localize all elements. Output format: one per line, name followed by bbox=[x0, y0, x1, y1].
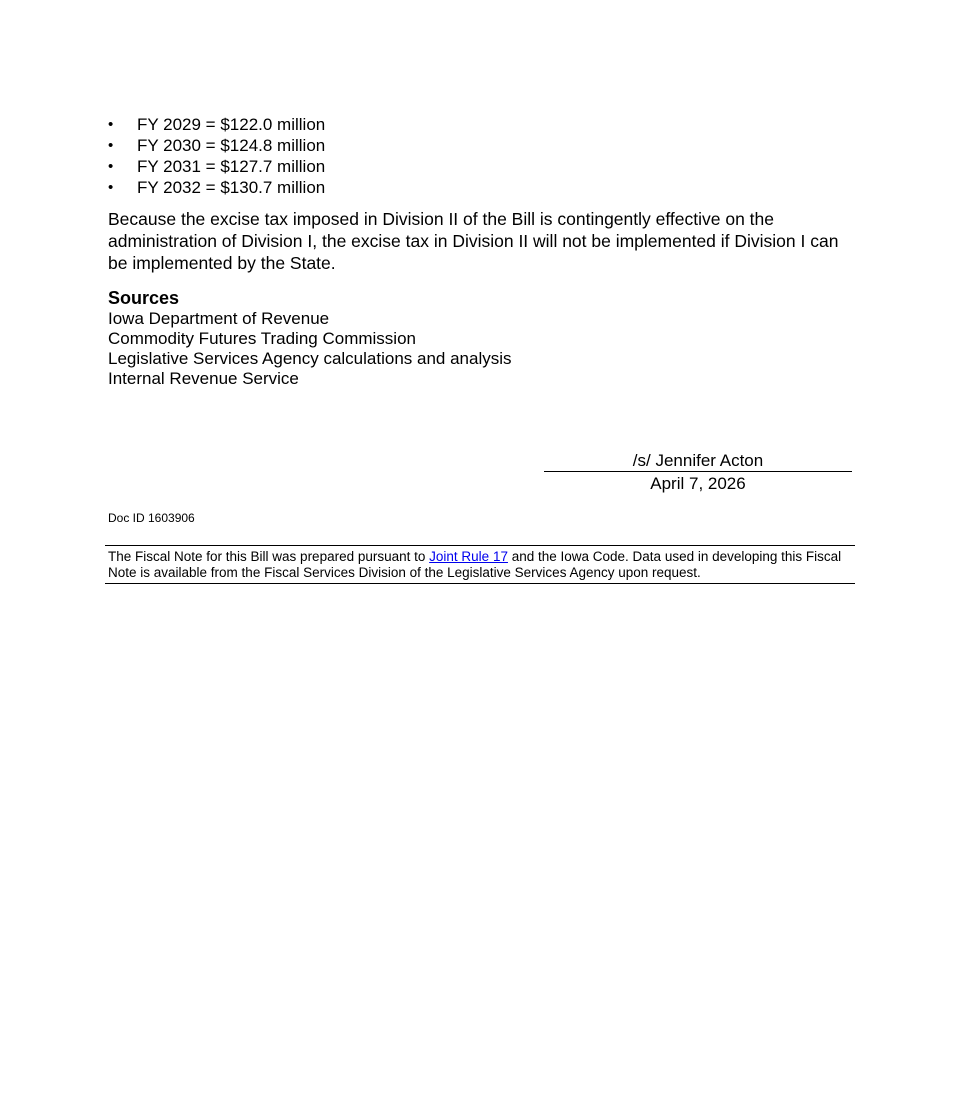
source-item: Internal Revenue Service bbox=[108, 369, 299, 388]
source-item: Iowa Department of Revenue bbox=[108, 309, 330, 328]
fiscal-note-footer bbox=[105, 545, 855, 584]
list-item bbox=[108, 135, 856, 156]
bullet-icon: • bbox=[108, 179, 114, 196]
fiscal-year-list bbox=[108, 114, 856, 198]
fiscal-year-estimate: FY 2030 = $124.8 million bbox=[137, 136, 326, 155]
joint-rule-17-link[interactable]: Joint Rule 17 bbox=[429, 549, 508, 564]
document-page bbox=[108, 114, 856, 580]
sources-heading: Sources bbox=[108, 288, 180, 308]
list-item bbox=[108, 156, 856, 177]
doc-id: Doc ID 1603906 bbox=[108, 511, 195, 525]
bullet-icon: • bbox=[108, 137, 114, 154]
signature-name: /s/ Jennifer Acton bbox=[544, 450, 852, 472]
footer-text-after-link: and the Iowa Code. Data used in developing this Fiscal Note is available from the Fiscal Services Division of the Legislative Services Agency upon request. bbox=[108, 549, 842, 580]
fiscal-year-estimate: FY 2031 = $127.7 million bbox=[137, 157, 326, 176]
signature-block bbox=[544, 450, 852, 494]
signature-date: April 7, 2026 bbox=[650, 474, 746, 493]
bullet-icon: • bbox=[108, 158, 114, 175]
fiscal-year-estimate: FY 2029 = $122.0 million bbox=[137, 115, 326, 134]
list-item bbox=[108, 177, 856, 198]
footer-text-before-link: The Fiscal Note for this Bill was prepared pursuant to bbox=[108, 549, 430, 564]
bullet-icon: • bbox=[108, 116, 114, 133]
source-item: Commodity Futures Trading Commission bbox=[108, 329, 416, 348]
sources-list bbox=[108, 309, 856, 389]
contingency-paragraph: Because the excise tax imposed in Division II of the Bill is contingently effective on the administration of Division I, the excise tax in Division II will not be implemented if Division I can be implemented by the State. bbox=[108, 209, 839, 273]
source-item: Legislative Services Agency calculations and analysis bbox=[108, 349, 512, 368]
list-item bbox=[108, 114, 856, 135]
fiscal-year-estimate: FY 2032 = $130.7 million bbox=[137, 178, 326, 197]
